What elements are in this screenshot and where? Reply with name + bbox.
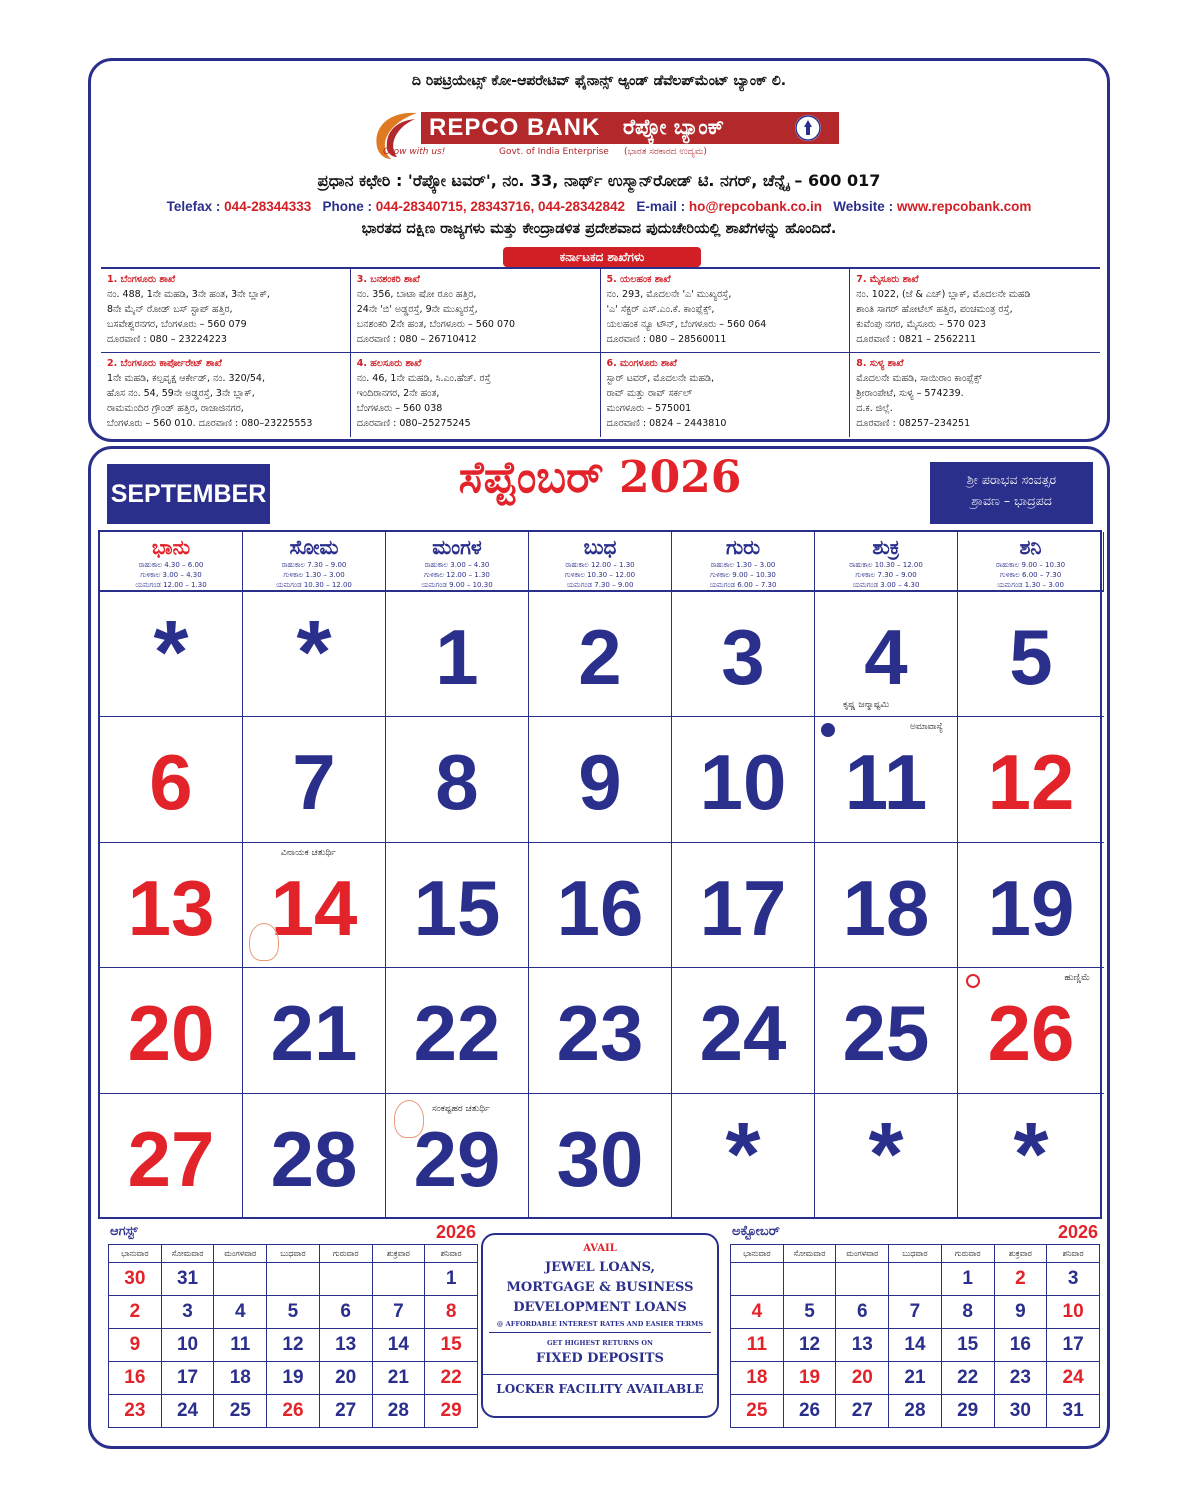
branch-address-line: ನಂ. 488, 1ನೇ ಮಹಡಿ, 3ನೇ ಹಂತ, 3ನೇ ಬ್ಲಾಕ್,: [107, 289, 270, 300]
mini-date-cell: 1: [425, 1263, 478, 1296]
weekday-header: [100, 532, 243, 592]
mini-date-cell: 12: [783, 1329, 836, 1362]
date-cell: [243, 843, 386, 968]
branch-name: 1. ಬೆಂಗಳೂರು ಶಾಖೆ: [107, 274, 176, 285]
date-number: 9: [578, 738, 622, 827]
branches-grid: [101, 267, 1100, 437]
weekday-header: [243, 532, 386, 592]
branch-address-line: ರಾಮಮಂದಿರ ಗ್ರೌಂಡ್ ಹತ್ತಿರ, ರಾಜಾಜಿನಗರ,: [107, 403, 244, 414]
empty-date-cell: [243, 592, 386, 717]
mini-date-cell: 28: [889, 1395, 942, 1428]
date-cell: [529, 592, 672, 717]
mini-date-cell: 11: [214, 1329, 267, 1362]
branch-card: [601, 353, 851, 437]
mini-date-cell: 9: [994, 1296, 1047, 1329]
email-value[interactable]: ho@repcobank.co.in: [688, 199, 823, 214]
inauspicious-time: ಗುಳಿಕಾಲ 6.00 – 7.30: [999, 571, 1062, 579]
mini-date-cell: 14: [372, 1329, 425, 1362]
date-number: 11: [844, 738, 928, 827]
phone-label: Phone :: [322, 199, 373, 214]
date-number: 10: [699, 738, 787, 827]
mini-weekday-header: ಬುಧವಾರ: [267, 1245, 320, 1263]
website-label: Website :: [833, 199, 894, 214]
mini-date-cell: 29: [425, 1395, 478, 1428]
mini-date-cell: 12: [267, 1329, 320, 1362]
ganesha-icon: [249, 923, 279, 961]
logo-text-kn: ರೆಪ್ಕೋ ಬ್ಯಾಂಕ್: [623, 115, 724, 139]
mini-weekday-header: ಭಾನುವಾರ: [731, 1245, 784, 1263]
logo-govt: Govt. of India Enterprise: [499, 147, 609, 157]
bank-header-panel: [88, 58, 1110, 442]
date-number: 12: [987, 738, 1075, 827]
promo-loan-line: DEVELOPMENT LOANS: [513, 1300, 687, 1315]
date-number: 16: [556, 863, 644, 952]
promo-box: [481, 1233, 719, 1418]
mini-calendar-october: [730, 1222, 1100, 1428]
mini-date-cell: 27: [319, 1395, 372, 1428]
masa-name: ಶ್ರಾವಣ – ಭಾದ್ರಪದ: [971, 493, 1052, 508]
inauspicious-time: ಯಮಗಂಡ 12.00 – 1.30: [135, 581, 207, 589]
samvatsara-box: [930, 462, 1093, 524]
date-number: 3: [721, 613, 765, 701]
mini-date-cell: 3: [161, 1296, 214, 1329]
company-name: ದಿ ರಿಪಟ್ರಿಯೇಟ್ಸ್ ಕೋ-ಆಪರೇಟಿವ್ ಫೈನಾನ್ಸ್ ಆ್ಯಂಡ್ ಡೆವೆಲಪ್‌ಮೆಂಟ್ ಬ್ಯಾಂಕ್ ಲಿ.: [411, 73, 787, 89]
mini-weekday-header: ಬುಧವಾರ: [889, 1245, 942, 1263]
mini-date-cell: [836, 1263, 889, 1296]
mini-month-year: 2026: [435, 1222, 476, 1242]
branch-card: [351, 269, 601, 353]
mini-weekday-header: ಮಂಗಳವಾರ: [214, 1245, 267, 1263]
branch-card: [850, 353, 1100, 437]
festival-note: ಕೃಷ್ಣ ಜನ್ಮಾಷ್ಟಮಿ: [843, 700, 890, 711]
mini-date-cell: 2: [994, 1263, 1047, 1296]
mini-date-cell: 2: [109, 1296, 162, 1329]
branch-card: [101, 269, 351, 353]
mini-date-cell: [889, 1263, 942, 1296]
bank-description: ಭಾರತದ ದಕ್ಷಿಣ ರಾಜ್ಯಗಳು ಮತ್ತು ಕೇಂದ್ರಾಡಳಿತ ಪ್ರದೇಶವಾದ ಪುದುಚೇರಿಯಲ್ಲಿ ಶಾಖೆಗಳನ್ನು ಹೊಂದಿದೆ.: [361, 221, 837, 237]
promo-highest: GET HIGHEST RETURNS ON: [547, 1339, 653, 1347]
weekday-header: [958, 532, 1104, 592]
date-number: 14: [270, 863, 358, 952]
date-cell: [100, 843, 243, 968]
weekday-name: ಶುಕ್ರ: [872, 535, 900, 559]
contact-line: [91, 199, 1107, 214]
date-number: 20: [127, 989, 215, 1078]
mini-date-cell: [372, 1263, 425, 1296]
branch-address-line: ಸ್ಟಾರ್ ಟವರ್, ಮೊದಲನೇ ಮಹಡಿ,: [606, 373, 715, 384]
branch-address-line: ದ.ಕ. ಜಿಲ್ಲೆ.: [856, 403, 893, 414]
branch-address-line: 'ಎ' ಸೆಕ್ಟರ್ ಎಸ್.ಎಂ.ಕೆ. ಕಾಂಪ್ಲೆಕ್ಸ್,: [606, 304, 715, 315]
mini-table: [108, 1244, 478, 1428]
inauspicious-time: ಗುಳಿಕಾಲ 3.00 – 4.30: [140, 571, 202, 579]
date-number: 2: [578, 613, 622, 701]
date-cell: [243, 1094, 386, 1219]
branch-address-line: ನಂ. 1022, (ಜೆ & ಎಚ್) ಬ್ಲಾಕ್, ಮೊದಲನೇ ಮಹಡಿ: [856, 289, 1031, 300]
branch-name: 3. ಬನಶಂಕರಿ ಶಾಖೆ: [356, 274, 420, 285]
mini-date-cell: 17: [1047, 1329, 1100, 1362]
branch-address-line: ಬಸವೇಶ್ವರನಗರ, ಬೆಂಗಳೂರು – 560 079: [107, 319, 247, 330]
inauspicious-time: ರಾಹುಕಾಲ 7.30 – 9.00: [281, 561, 347, 569]
branch-address-line: ಶ್ರೀರಾಂಪೇಟೆ, ಸುಳ್ಯ – 574239.: [856, 388, 964, 399]
date-cell: [529, 968, 672, 1093]
promo-rates: @ AFFORDABLE INTEREST RATES AND EASIER TERMS: [496, 1320, 704, 1328]
mini-date-cell: [319, 1263, 372, 1296]
branch-address-line: ನಂ. 293, ಮೊದಲನೇ 'ಎ' ಮುಖ್ಯರಸ್ತೆ,: [606, 289, 732, 300]
date-number: 8: [435, 738, 479, 827]
date-cell: [529, 717, 672, 842]
branch-name: 4. ಹಲಸೂರು ಶಾಖೆ: [356, 358, 422, 369]
date-number: 26: [987, 989, 1075, 1078]
date-number: 21: [270, 989, 358, 1078]
festival-note: ಸಂಕಷ್ಟಹರ ಚತುರ್ಥಿ: [432, 1103, 490, 1114]
inauspicious-time: ರಾಹುಕಾಲ 12.00 – 1.30: [565, 561, 635, 569]
date-cell: [100, 968, 243, 1093]
date-number: 17: [699, 863, 787, 952]
mini-date-cell: 15: [425, 1329, 478, 1362]
date-cell: [529, 843, 672, 968]
mini-date-cell: 22: [425, 1362, 478, 1395]
branch-address-line: 1ನೇ ಮಹಡಿ, ಕಲ್ಪವೃಕ್ಷ ಆರ್ಕೇಡ್, ನಂ. 320/54,: [107, 373, 265, 384]
date-number: 28: [270, 1114, 358, 1203]
date-cell: [815, 843, 958, 968]
inauspicious-time: ಗುಳಿಕಾಲ 7.30 – 9.00: [855, 571, 917, 579]
branch-address-line: ಯಲಹಂಕ ನ್ಯೂ ಟೌನ್, ಬೆಂಗಳೂರು – 560 064: [606, 319, 767, 330]
weekday-name: ಬುಧ: [583, 535, 617, 559]
festival-note: ಹುಣ್ಣಿಮೆ: [1064, 973, 1090, 984]
inauspicious-time: ರಾಹುಕಾಲ 4.30 – 6.00: [138, 561, 204, 569]
branch-address-line: ಹೊಸ ನಂ. 54, 59ನೇ ಅಡ್ಡರಸ್ತೆ, 3ನೇ ಬ್ಲಾಕ್,: [107, 388, 255, 399]
date-cell: [243, 717, 386, 842]
mini-date-cell: 4: [214, 1296, 267, 1329]
mini-date-cell: 24: [1047, 1362, 1100, 1395]
mini-month-name: ಅಕ್ಟೋಬರ್: [732, 1224, 780, 1239]
date-cell: [815, 592, 958, 717]
mini-date-cell: 8: [425, 1296, 478, 1329]
branch-name: 6. ಮಂಗಳೂರು ಶಾಖೆ: [606, 358, 677, 369]
asterisk-placeholder: *: [1013, 1104, 1049, 1205]
inauspicious-time: ಯಮಗಂಡ 1.30 – 3.00: [997, 581, 1064, 589]
emblem-icon: [795, 115, 821, 141]
mini-date-cell: 1: [941, 1263, 994, 1296]
date-cell: [672, 968, 815, 1093]
mini-date-cell: 13: [319, 1329, 372, 1362]
date-number: 30: [556, 1114, 644, 1203]
branch-address-line: ದೂರವಾಣಿ : 080 – 26710412: [356, 334, 477, 345]
branch-address-line: ದೂರವಾಣಿ : 0821 – 2562211: [856, 334, 977, 345]
logo-text-en: REPCO BANK: [429, 114, 601, 141]
festival-note: ಅಮಾವಾಸ್ಯೆ: [909, 722, 943, 733]
mini-date-cell: [783, 1263, 836, 1296]
date-cell: [386, 717, 529, 842]
mini-date-cell: 8: [941, 1296, 994, 1329]
mini-date-cell: 5: [267, 1296, 320, 1329]
promo-fd: FIXED DEPOSITS: [536, 1351, 664, 1366]
mini-date-cell: 23: [109, 1395, 162, 1428]
mini-weekday-header: ಸೋಮವಾರ: [161, 1245, 214, 1263]
mini-date-cell: 31: [1047, 1395, 1100, 1428]
branch-address-line: ನಂ. 356, ಬಾಟಾ ಷೋ ರೂಂ ಹತ್ತಿರ,: [356, 289, 477, 300]
weekday-name: ಭಾನು: [151, 535, 191, 559]
branch-address-line: ದೂರವಾಣಿ : 08257–234251: [856, 418, 971, 429]
weekday-header: [672, 532, 815, 592]
mini-date-cell: 3: [1047, 1263, 1100, 1296]
mini-date-cell: 17: [161, 1362, 214, 1395]
mini-date-cell: 30: [109, 1263, 162, 1296]
mini-calendar-august: [108, 1222, 478, 1428]
branches-title: ಕರ್ನಾಟಕದ ಶಾಖೆಗಳು: [503, 247, 701, 267]
date-number: 23: [556, 989, 644, 1078]
festival-note: ವಿನಾಯಕ ಚತುರ್ಥಿ: [281, 847, 336, 858]
mini-month-name: ಆಗಸ್ಟ್: [110, 1224, 138, 1239]
date-cell: [672, 592, 815, 717]
date-number: 24: [699, 989, 787, 1078]
date-cell: [100, 717, 243, 842]
mini-date-cell: 21: [372, 1362, 425, 1395]
inauspicious-time: ಗುಳಿಕಾಲ 10.30 – 12.00: [564, 571, 636, 579]
mini-date-cell: [267, 1263, 320, 1296]
mini-date-cell: 25: [214, 1395, 267, 1428]
date-number: 25: [842, 989, 930, 1078]
weekday-name: ಶನಿ: [1019, 535, 1042, 559]
mini-date-cell: 22: [941, 1362, 994, 1395]
date-number: 7: [292, 738, 336, 827]
mini-date-cell: 30: [994, 1395, 1047, 1428]
date-cell: [958, 968, 1104, 1093]
mini-weekday-header: ಶುಕ್ರವಾರ: [372, 1245, 425, 1263]
date-number: 5: [1009, 613, 1053, 701]
promo-avail: AVAIL: [583, 1243, 617, 1254]
branch-address-line: ಕುವೆಂಪು ನಗರ, ಮೈಸೂರು – 570 023: [856, 319, 987, 330]
empty-date-cell: [958, 1094, 1104, 1219]
logo-govt-kn: (ಭಾರತ ಸರಕಾರದ ಉದ್ಯಮ): [624, 147, 707, 157]
inauspicious-time: ಗುಳಿಕಾಲ 12.00 – 1.30: [424, 571, 490, 579]
month-name-en: SEPTEMBER: [107, 464, 270, 524]
branch-card: [601, 269, 851, 353]
branch-address-line: ರಾವ್ ಮತ್ತು ರಾವ್ ಸರ್ಕಲ್: [606, 388, 693, 399]
mini-date-cell: 19: [783, 1362, 836, 1395]
inauspicious-time: ಯಮಗಂಡ 9.00 – 10.30: [421, 581, 493, 589]
mini-date-cell: 14: [889, 1329, 942, 1362]
logo-tagline: Grow with us!: [383, 147, 446, 157]
mini-date-cell: 4: [731, 1296, 784, 1329]
weekday-name: ಗುರು: [725, 535, 761, 559]
date-cell: [529, 1094, 672, 1219]
head-office-address: ಪ್ರಧಾನ ಕಛೇರಿ : 'ರೆಪ್ಕೋ ಟವರ್', ನಂ. 33, ನಾರ್ಥ್ ಉಸ್ಮಾನ್‌ರೋಡ್ ಟಿ. ನಗರ್, ಚೆನ್ನೈ – 600 017: [317, 171, 881, 190]
mini-date-cell: 20: [836, 1362, 889, 1395]
empty-date-cell: [100, 592, 243, 717]
branch-address-line: ದೂರವಾಣಿ : 080–25275245: [356, 418, 471, 429]
branch-address-line: ಬೆಂಗಳೂರು – 560 038: [356, 403, 443, 414]
branch-address-line: ಮೊದಲನೇ ಮಹಡಿ, ಸಾಯಿರಾಂ ಕಾಂಪ್ಲೆಕ್ಸ್: [856, 373, 983, 384]
date-number: 15: [413, 863, 501, 952]
promo-loan-line: JEWEL LOANS,: [544, 1260, 656, 1275]
mini-date-cell: 18: [214, 1362, 267, 1395]
date-cell: [815, 968, 958, 1093]
mini-weekday-header: ಶುಕ್ರವಾರ: [994, 1245, 1047, 1263]
weekday-header: [529, 532, 672, 592]
date-cell: [243, 968, 386, 1093]
weekday-header: [386, 532, 529, 592]
mini-date-cell: 16: [994, 1329, 1047, 1362]
mini-weekday-header: ಸೋಮವಾರ: [783, 1245, 836, 1263]
mini-weekday-header: ಗುರುವಾರ: [319, 1245, 372, 1263]
mini-date-cell: 31: [161, 1263, 214, 1296]
branch-name: 7. ಮೈಸೂರು ಶಾಖೆ: [856, 274, 919, 285]
mini-date-cell: 5: [783, 1296, 836, 1329]
mini-date-cell: 24: [161, 1395, 214, 1428]
mini-date-cell: 7: [889, 1296, 942, 1329]
branch-address-line: ದೂರವಾಣಿ : 0824 – 2443810: [606, 418, 727, 429]
date-cell: [386, 968, 529, 1093]
date-number: 19: [987, 863, 1075, 952]
date-number: 4: [864, 613, 908, 701]
date-number: 29: [413, 1114, 501, 1203]
mini-date-cell: [214, 1263, 267, 1296]
mini-date-cell: 28: [372, 1395, 425, 1428]
telefax-label: Telefax :: [166, 199, 221, 214]
date-number: 13: [127, 863, 215, 952]
mini-date-cell: 10: [1047, 1296, 1100, 1329]
month-title-kn: ಸೆಪ್ಟೆಂಬರ್ 2026: [458, 452, 742, 503]
new-moon-icon: [821, 723, 835, 737]
branch-address-line: ಇಂದಿರಾನಗರ, 2ನೇ ಹಂತ,: [356, 388, 440, 399]
inauspicious-time: ರಾಹುಕಾಲ 1.30 – 3.00: [710, 561, 776, 569]
inauspicious-time: ಯಮಗಂಡ 6.00 – 7.30: [709, 581, 777, 589]
mini-date-cell: 25: [731, 1395, 784, 1428]
date-number: 22: [413, 989, 501, 1078]
date-cell: [672, 717, 815, 842]
phone-value: 044-28340715, 28343716, 044-28342842: [375, 199, 626, 214]
inauspicious-time: ರಾಹುಕಾಲ 3.00 – 4.30: [424, 561, 490, 569]
mini-weekday-header: ಶನಿವಾರ: [1047, 1245, 1100, 1263]
empty-date-cell: [815, 1094, 958, 1219]
mini-weekday-header: ಗುರುವಾರ: [941, 1245, 994, 1263]
mini-date-cell: 21: [889, 1362, 942, 1395]
mini-date-cell: 19: [267, 1362, 320, 1395]
branch-name: 8. ಸುಳ್ಯ ಶಾಖೆ: [856, 358, 904, 369]
mini-weekday-header: ಮಂಗಳವಾರ: [836, 1245, 889, 1263]
date-cell: [958, 843, 1104, 968]
mini-table: [730, 1244, 1100, 1428]
inauspicious-time: ಯಮಗಂಡ 7.30 – 9.00: [566, 581, 634, 589]
inauspicious-time: ರಾಹುಕಾಲ 9.00 – 10.30: [995, 561, 1066, 569]
ganesha-icon: [394, 1100, 424, 1138]
mini-date-cell: 29: [941, 1395, 994, 1428]
branch-address-line: ಶಾಂತಿ ಸಾಗರ್ ಹೋಟೆಲ್ ಹತ್ತಿರ, ಪಂಚಮಂತ್ರ ರಸ್ತೆ,: [856, 304, 1013, 315]
weekday-name: ಮಂಗಳ: [432, 535, 482, 559]
website-value[interactable]: www.repcobank.com: [896, 199, 1032, 214]
bank-logo: [369, 101, 839, 167]
mini-date-cell: 11: [731, 1329, 784, 1362]
inauspicious-time: ಗುಳಿಕಾಲ 1.30 – 3.00: [283, 571, 345, 579]
asterisk-placeholder: *: [725, 1104, 761, 1205]
mini-date-cell: 27: [836, 1395, 889, 1428]
mini-weekday-header: ಶನಿವಾರ: [425, 1245, 478, 1263]
mini-date-cell: 7: [372, 1296, 425, 1329]
date-cell: [100, 1094, 243, 1219]
mini-month-year: 2026: [1057, 1222, 1098, 1242]
mini-date-cell: 10: [161, 1329, 214, 1362]
inauspicious-time: ಯಮಗಂಡ 3.00 – 4.30: [852, 581, 920, 589]
branch-name: 5. ಯಲಹಂಕ ಶಾಖೆ: [606, 274, 671, 285]
full-moon-icon: [966, 974, 980, 988]
promo-locker: LOCKER FACILITY AVAILABLE: [483, 1374, 717, 1396]
date-cell: [386, 843, 529, 968]
mini-date-cell: 20: [319, 1362, 372, 1395]
date-cell: [386, 592, 529, 717]
branch-card: [850, 269, 1100, 353]
branch-card: [101, 353, 351, 437]
inauspicious-time: ರಾಹುಕಾಲ 10.30 – 12.00: [849, 561, 923, 569]
weekday-header: [815, 532, 958, 592]
branch-card: [351, 353, 601, 437]
date-number: 6: [149, 738, 193, 827]
branch-address-line: ಬನಶಂಕರಿ 2ನೇ ಹಂತ, ಬೆಂಗಳೂರು – 560 070: [356, 319, 516, 330]
branch-name: 2. ಬೆಂಗಳೂರು ಕಾರ್ಪೋರೇಟ್ ಶಾಖೆ: [107, 358, 222, 369]
samvatsara-name: ಶ್ರೀ ಪರಾಭವ ಸಂವತ್ಸರ: [966, 472, 1057, 487]
branch-address-line: 8ನೇ ಮೈನ್ ರೋಡ್ ಬಸ್ ಸ್ಟಾಪ್ ಹತ್ತಿರ,: [107, 304, 233, 315]
mini-date-cell: 6: [319, 1296, 372, 1329]
branch-address-line: 24ನೇ 'ಬಿ' ಅಡ್ಡರಸ್ತೆ, 9ನೇ ಮುಖ್ಯರಸ್ತೆ,: [356, 304, 478, 315]
mini-date-cell: 26: [267, 1395, 320, 1428]
date-cell: [958, 592, 1104, 717]
date-cell: [958, 717, 1104, 842]
asterisk-placeholder: *: [296, 603, 332, 703]
branch-address-line: ನಂ. 46, 1ನೇ ಮಹಡಿ, ಸಿ.ಎಂ.ಹೆಚ್. ರಸ್ತೆ: [356, 373, 491, 384]
telefax-value: 044-28344333: [224, 199, 312, 214]
inauspicious-time: ಗುಳಿಕಾಲ 9.00 – 10.30: [710, 571, 776, 579]
mini-date-cell: 13: [836, 1329, 889, 1362]
mini-weekday-header: ಭಾನುವಾರ: [109, 1245, 162, 1263]
empty-date-cell: [672, 1094, 815, 1219]
date-number: 1: [435, 613, 479, 701]
mini-date-cell: 26: [783, 1395, 836, 1428]
month-grid: [98, 530, 1102, 1219]
date-cell: [386, 1094, 529, 1219]
date-cell: [815, 717, 958, 842]
mini-date-cell: 9: [109, 1329, 162, 1362]
date-cell: [672, 843, 815, 968]
mini-date-cell: 15: [941, 1329, 994, 1362]
branch-address-line: ಬೆಂಗಳೂರು – 560 010. ದೂರವಾಣಿ : 080–23225553: [107, 418, 313, 429]
inauspicious-time: ಯಮಗಂಡ 10.30 – 12.00: [276, 581, 352, 589]
date-number: 18: [842, 863, 930, 952]
email-label: E-mail :: [636, 199, 686, 214]
weekday-name: ಸೋಮ: [289, 535, 339, 559]
branch-address-line: ದೂರವಾಣಿ : 080 – 23224223: [107, 334, 227, 345]
asterisk-placeholder: *: [153, 603, 189, 703]
asterisk-placeholder: *: [868, 1104, 904, 1205]
branch-address-line: ದೂರವಾಣಿ : 080 – 28560011: [606, 334, 727, 345]
mini-date-cell: 18: [731, 1362, 784, 1395]
branch-address-line: ಮಂಗಳೂರು – 575001: [606, 403, 692, 414]
mini-date-cell: 6: [836, 1296, 889, 1329]
promo-loan-line: MORTGAGE & BUSINESS: [506, 1280, 694, 1295]
mini-date-cell: 16: [109, 1362, 162, 1395]
mini-date-cell: [731, 1263, 784, 1296]
date-number: 27: [127, 1114, 215, 1203]
mini-date-cell: 23: [994, 1362, 1047, 1395]
